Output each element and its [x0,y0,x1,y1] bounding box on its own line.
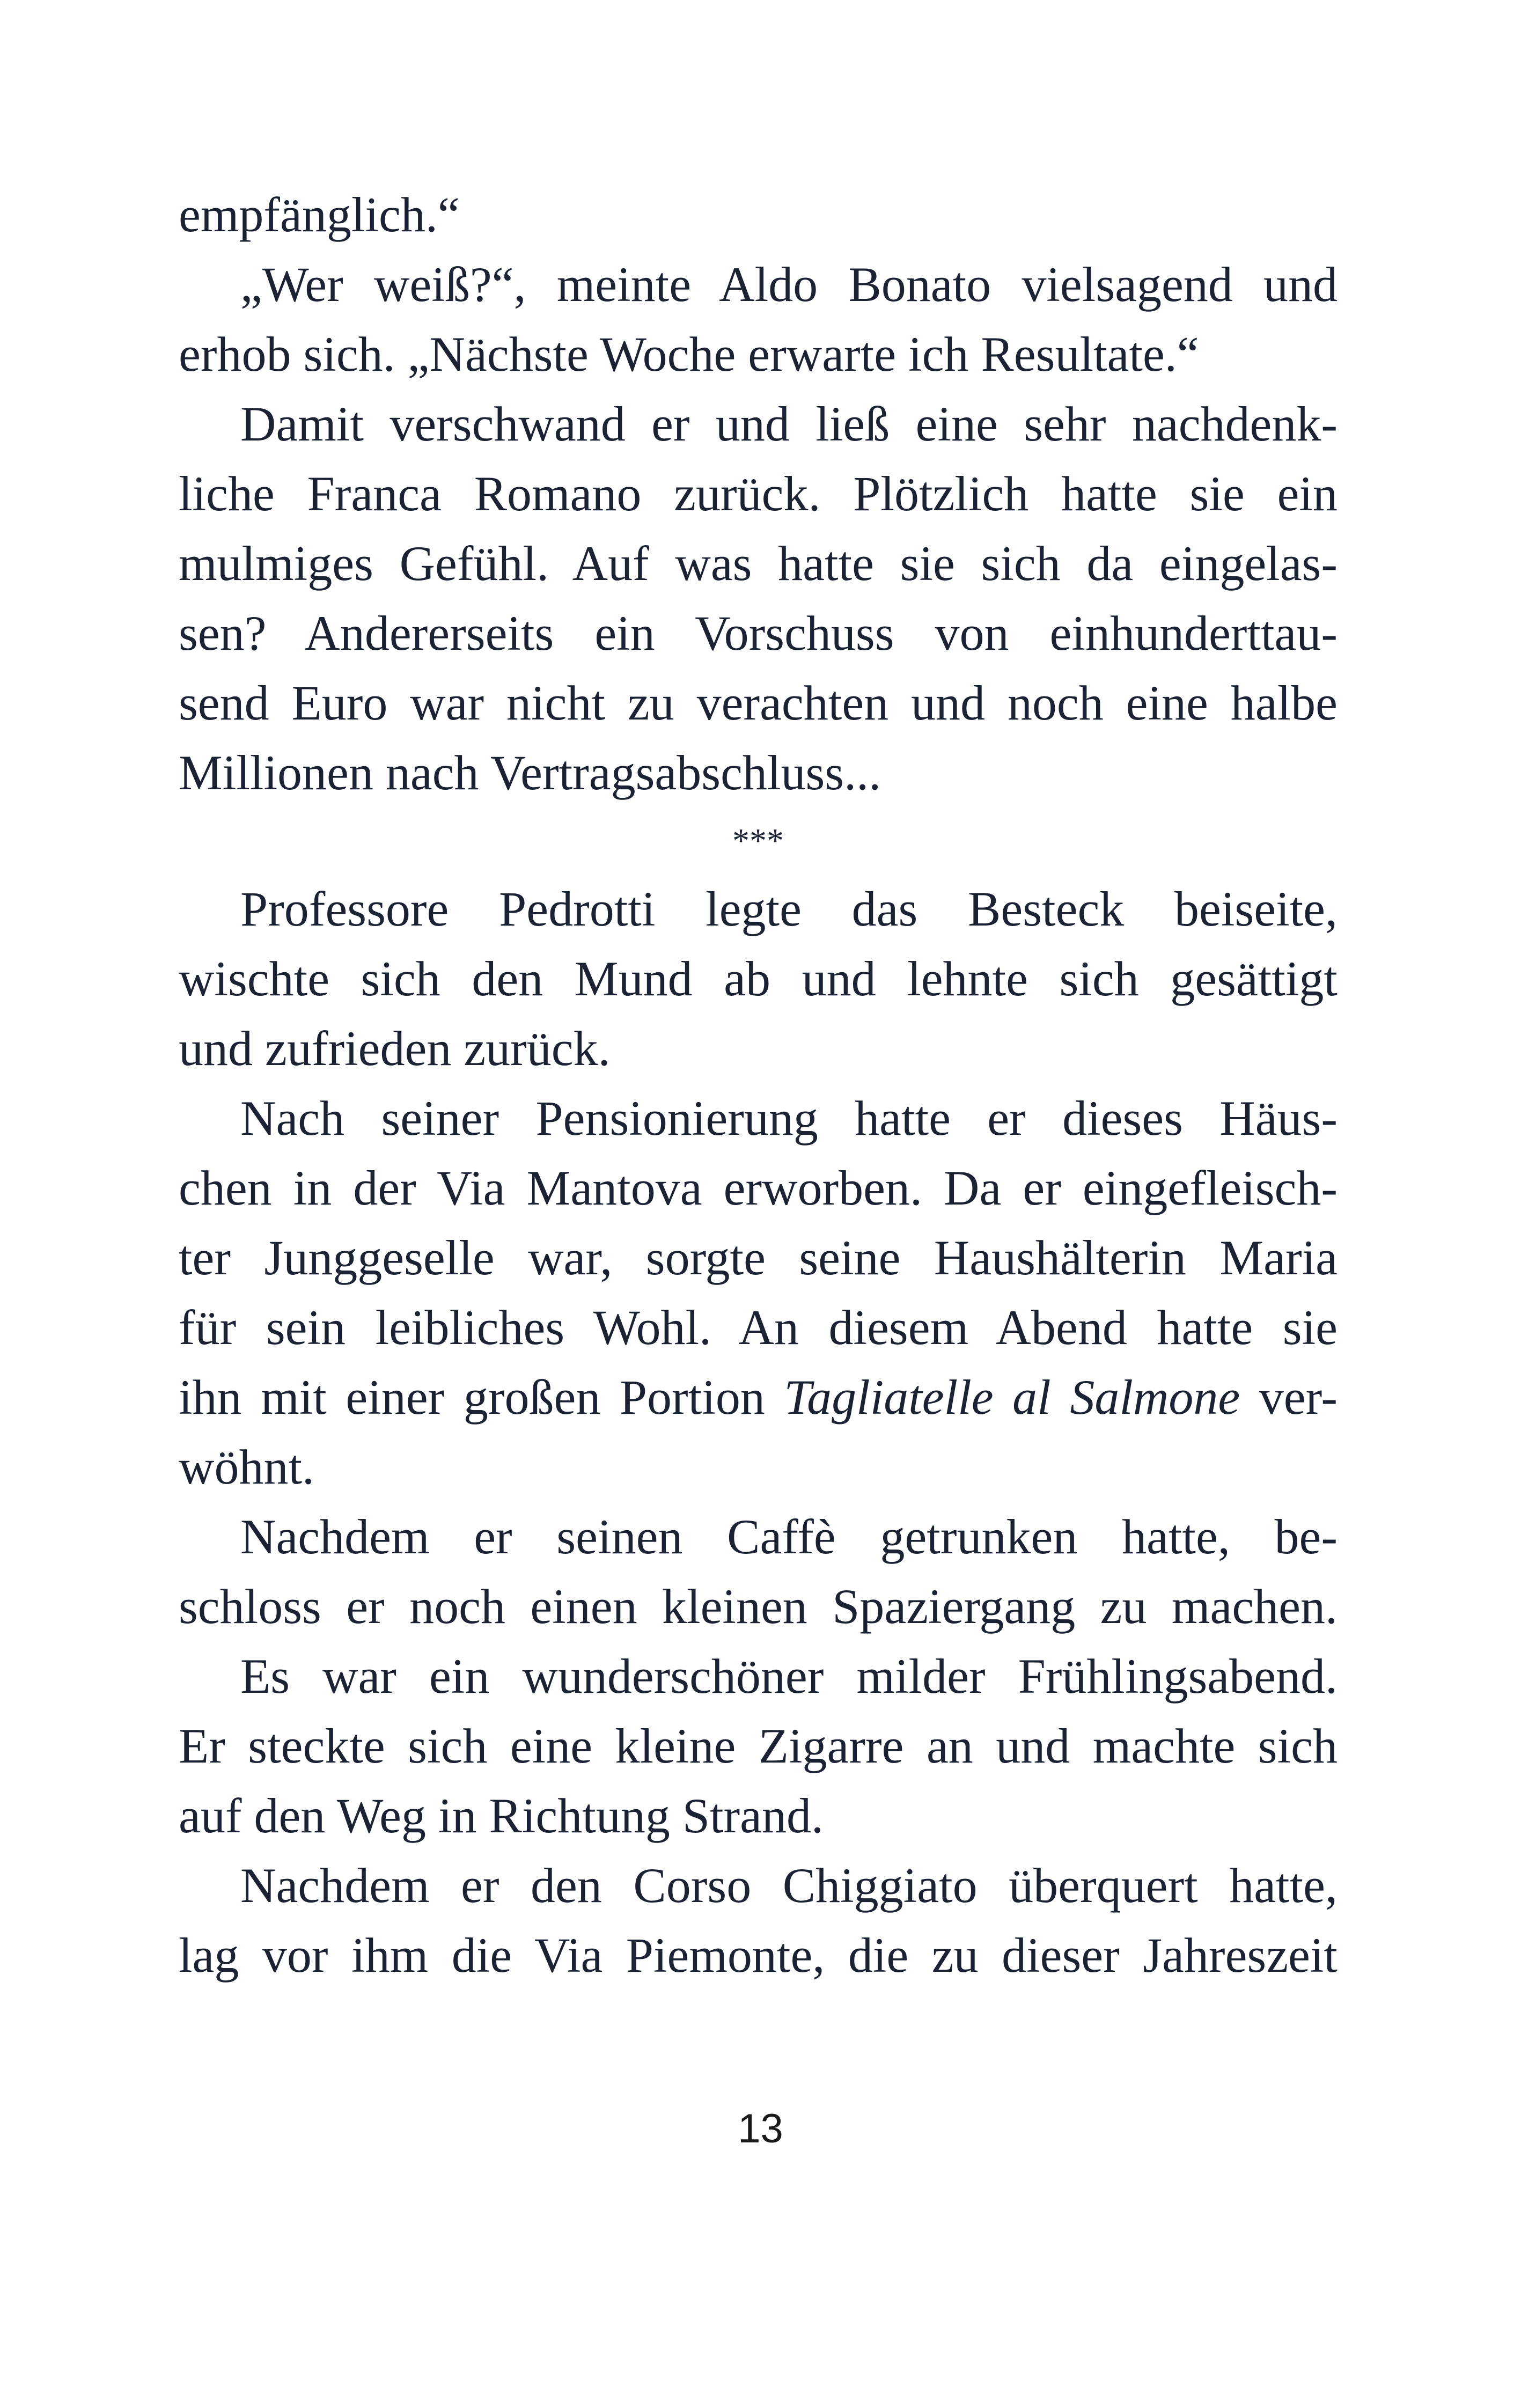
paragraph [179,1641,1338,1851]
text-line [179,389,1338,459]
line-text: ihn mit einer großen Portion [179,1370,784,1425]
line-text: liche Franca Romano zurück. Plötzlich hatte sie ein [179,466,1338,521]
line-text: für sein leibliches Wohl. An diesem Abend hatte sie [179,1300,1338,1355]
text-line [179,1572,1338,1641]
text-line [179,249,1338,319]
line-text: sen? Andererseits ein Vorschuss von einhunderttau- [179,606,1338,660]
line-text: auf den Weg in Richtung Strand. [179,1788,824,1843]
paragraph [179,1083,1338,1502]
paragraph [179,249,1338,389]
page-number: 13 [738,2106,783,2152]
text-line [179,180,1338,249]
paragraph [179,180,1338,249]
line-text: und zufrieden zurück. [179,1021,611,1076]
text-line [179,1083,1338,1153]
text-line [179,1293,1338,1362]
section-separator: *** [732,821,784,860]
line-text: schloss er noch einen kleinen Spaziergang zu machen. [179,1579,1338,1634]
line-text: mulmiges Gefühl. Auf was hatte sie sich da eingelas- [179,536,1338,591]
body-text [179,180,1338,1990]
text-line [179,1153,1338,1223]
line-text: Nachdem er den Corso Chiggiato überquert hatte, [240,1858,1338,1913]
paragraph [179,874,1338,1083]
text-line [179,1432,1338,1502]
text-line [179,1711,1338,1781]
text-line [179,319,1338,389]
line-text: send Euro war nicht zu verachten und noch eine halbe [179,676,1338,730]
text-line [179,668,1338,738]
text-line [179,738,1338,807]
line-text: Es war ein wunderschöner milder Frühlingsabend. [240,1649,1338,1704]
line-text: empfänglich.“ [179,187,460,242]
text-line [179,1851,1338,1920]
line-text: erhob sich. „Nächste Woche erwarte ich Resultate.“ [179,327,1199,381]
text-line [179,598,1338,668]
line-text: ter Junggeselle war, sorgte seine Haushälterin Maria [179,1230,1338,1285]
line-text: Nachdem er seinen Caffè getrunken hatte, be- [240,1509,1338,1564]
italic-text: Tagliatelle al Salmone [784,1370,1240,1425]
text-line [179,944,1338,1014]
text-line [179,1781,1338,1851]
text-line [179,459,1338,528]
text-line [179,874,1338,944]
line-text: Nach seiner Pensionierung hatte er dieses Häus- [240,1091,1338,1146]
text-line [179,1362,1338,1432]
line-text: wischte sich den Mund ab und lehnte sich gesättigt [179,951,1338,1006]
line-text: chen in der Via Mantova erworben. Da er eingefleisch- [179,1161,1338,1215]
line-text: Damit verschwand er und ließ eine sehr nachdenk- [240,397,1338,451]
line-text: Er steckte sich eine kleine Zigarre an und machte sich [179,1719,1338,1773]
line-text: wöhnt. [179,1440,314,1494]
paragraph [179,389,1338,807]
text-line [179,528,1338,598]
text-line [179,1920,1338,1990]
text-line [179,1223,1338,1293]
paragraph [179,1502,1338,1641]
text-line [179,1641,1338,1711]
line-text: „Wer weiß?“, meinte Aldo Bonato vielsagend und [240,257,1338,312]
line-text: lag vor ihm die Via Piemonte, die zu dieser Jahreszeit [179,1928,1338,1983]
line-text: Millionen nach Vertragsabschluss... [179,745,881,800]
paragraph [179,1851,1338,1990]
line-text: Professore Pedrotti legte das Besteck beiseite, [240,882,1338,936]
text-line [179,1502,1338,1572]
line-text-after: ver- [1240,1370,1338,1425]
text-line [179,1014,1338,1083]
